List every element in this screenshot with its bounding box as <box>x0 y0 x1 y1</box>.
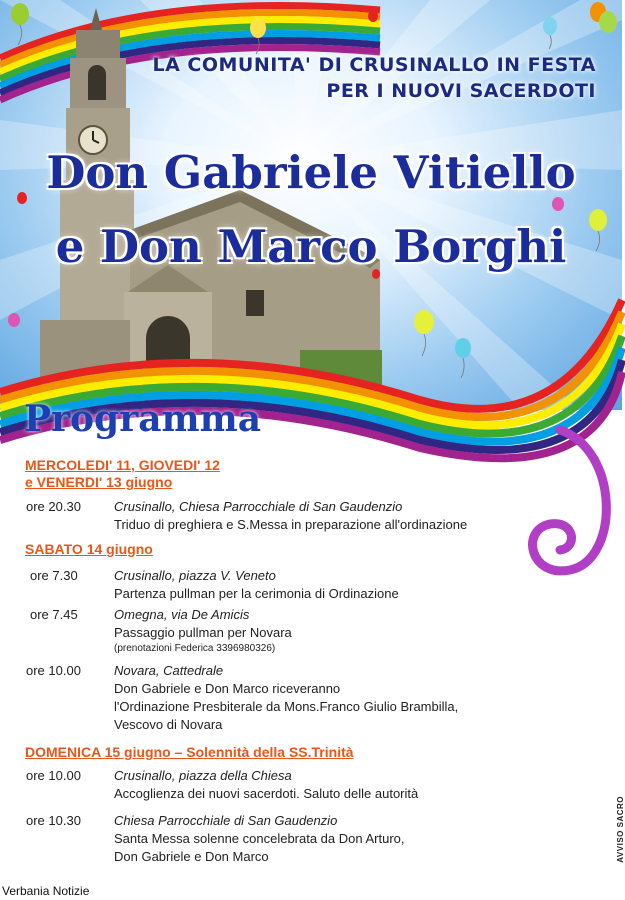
event-details <box>114 767 594 803</box>
event-description: Santa Messa solenne concelebrata da Don Arturo, <box>114 831 405 846</box>
section-heading-line: MERCOLEDI' 11, GIOVEDI' 12 <box>25 457 220 473</box>
event-location: Novara, Cattedrale <box>114 663 224 678</box>
event-details <box>114 812 594 866</box>
event-details <box>114 567 594 603</box>
footer-strip <box>0 880 622 900</box>
name-line-2: e Don Marco Borghi <box>55 220 567 273</box>
section-heading-3 <box>25 744 354 761</box>
section-heading-2 <box>25 541 153 558</box>
section-heading-1 <box>25 457 220 491</box>
event-location: Crusinallo, piazza V. Veneto <box>114 568 276 583</box>
section-heading-line: SABATO 14 giugno <box>25 541 153 557</box>
event-time: ore 7.30 <box>30 568 78 583</box>
event-time: ore 20.30 <box>26 499 81 514</box>
name-line-1: Don Gabriele Vitiello <box>46 146 576 199</box>
event-description: Don Gabriele e Don Marco riceveranno <box>114 681 341 696</box>
event-location: Omegna, via De Amicis <box>114 607 250 622</box>
event-location: Crusinallo, Chiesa Parrocchiale di San Gaudenzio <box>114 499 403 514</box>
event-description: Accoglienza dei nuovi sacerdoti. Saluto delle autorità <box>114 786 419 801</box>
section-heading-line: DOMENICA 15 giugno – Solennità della SS.Trinità <box>25 744 354 760</box>
event-description: Don Gabriele e Don Marco <box>114 849 269 864</box>
event-time: ore 7.45 <box>30 607 78 622</box>
event-location: Crusinallo, piazza della Chiesa <box>114 768 292 783</box>
event-note: (prenotazioni Federica 3396980326) <box>114 643 276 654</box>
header-line-2: PER I NUOVI SACERDOTI <box>326 80 596 102</box>
event-time: ore 10.00 <box>26 768 81 783</box>
event-details <box>114 498 594 534</box>
event-location: Chiesa Parrocchiale di San Gaudenzio <box>114 813 338 828</box>
event-details <box>114 606 594 656</box>
avviso-sacro-label: AVVISO SACRO <box>616 796 625 863</box>
watermark: Verbania Notizie <box>2 884 90 898</box>
event-description: l'Ordinazione Presbiterale da Mons.Franco Giulio Brambilla, <box>114 699 459 714</box>
event-time: ore 10.00 <box>26 663 81 678</box>
event-time: ore 10.30 <box>26 813 81 828</box>
event-description: Triduo di preghiera e S.Messa in preparazione all'ordinazione <box>114 517 468 532</box>
event-details <box>114 662 594 734</box>
section-heading-line: e VENERDI' 13 giugno <box>25 474 173 490</box>
event-description: Passaggio pullman per Novara <box>114 625 292 640</box>
event-description: Partenza pullman per la cerimonia di Ordinazione <box>114 586 399 601</box>
programma-title: Programma <box>24 398 262 440</box>
header-line-1: LA COMUNITA' DI CRUSINALLO IN FESTA <box>152 54 596 76</box>
event-description: Vescovo di Novara <box>114 717 223 732</box>
